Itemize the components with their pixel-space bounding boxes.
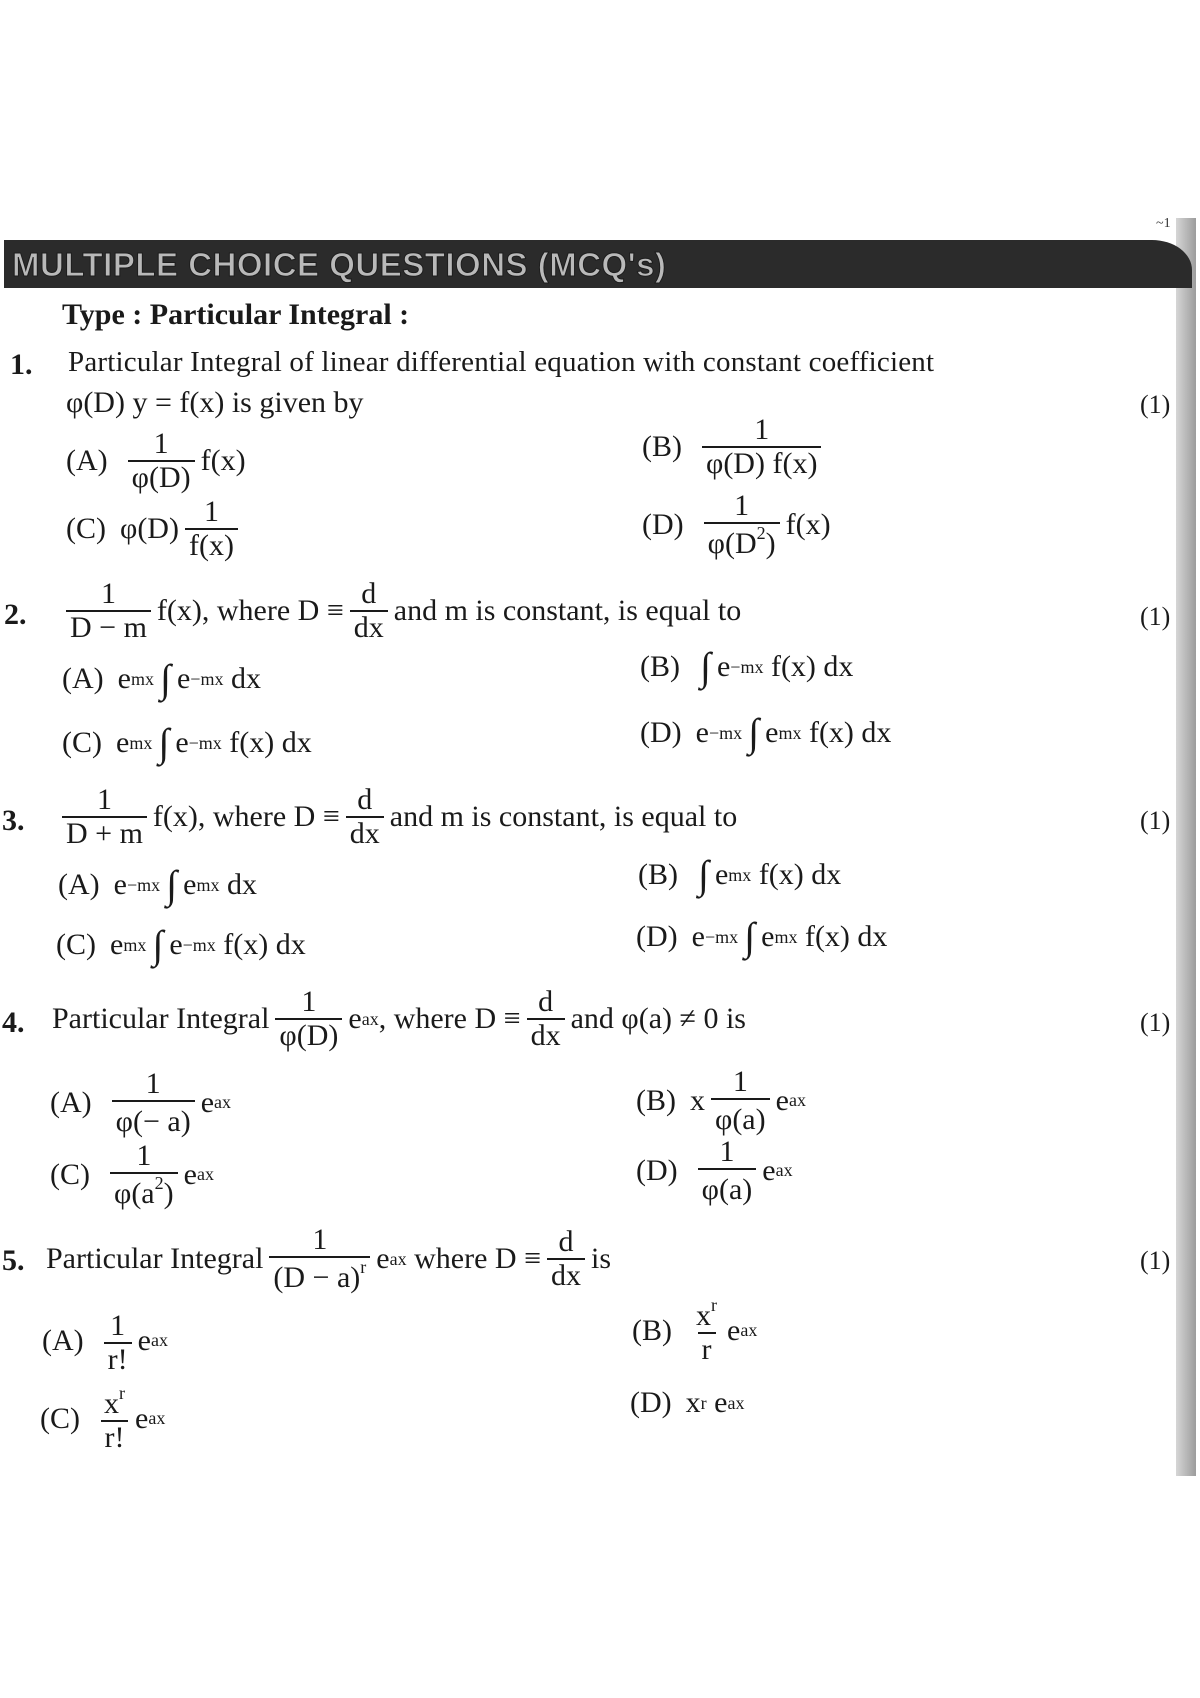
q2-option-d[interactable]: (D) e −mx ∫ e mx f(x) dx [640, 710, 892, 755]
q3-option-d[interactable]: (D) e −mx ∫ e mx f(x) dx [636, 914, 888, 959]
option-label: (C) [56, 928, 96, 961]
option-label: (D) [636, 920, 678, 953]
q3-option-a[interactable]: (A) e −mx ∫ e mx dx [58, 862, 257, 907]
option-text: f(x) [785, 507, 831, 541]
fraction: $\frac{1}{\varphi(a)}$ [698, 1136, 757, 1205]
derivative-fraction: $\frac{d}{dx}$ [547, 1226, 585, 1291]
option-label: (D) [636, 1153, 678, 1187]
fraction: $\frac{1}{\varphi(D^2)}$ [704, 490, 780, 559]
question-5-number: 5. [2, 1244, 25, 1277]
q5-option-c[interactable]: (C) $\frac{x^r}{r!}$ e ax [40, 1383, 166, 1454]
option-label: (B) [636, 1083, 676, 1117]
option-label: (D) [640, 716, 682, 749]
question-2-number: 2. [4, 598, 27, 631]
q1-option-a[interactable] [66, 428, 246, 493]
question-5-stem: Particular Integral $\frac{1}{(D - a)^r}$ e ax where D ≡ $\frac{d}{dx}$ is [46, 1223, 612, 1294]
integral-symbol: ∫ [158, 720, 170, 765]
fraction: $\frac{x^r}{r!}$ [100, 1384, 129, 1453]
question-1-marks: (1) [1140, 390, 1171, 419]
option-label: (C) [66, 511, 106, 545]
question-4-number: 4. [2, 1006, 25, 1039]
fraction: $\frac{1}{D - m}$ [66, 578, 151, 643]
fraction: $\frac{1}{D + m}$ [62, 784, 147, 849]
q4-option-b[interactable]: (B) x $\frac{1}{\varphi(a)}$ e ax [636, 1065, 806, 1136]
question-5-marks: (1) [1140, 1246, 1171, 1275]
fraction: $\frac{1}{\varphi(D)}$ [275, 986, 342, 1051]
option-label: (D) [642, 507, 684, 541]
fraction: $\frac{1}{r!}$ [104, 1306, 132, 1375]
fraction: $\frac{1}{\varphi(D)}$ [128, 428, 195, 493]
type-heading: Type : Particular Integral : [62, 298, 410, 331]
fraction: $\frac{1}{\varphi(a)}$ [711, 1066, 770, 1135]
option-label: (B) [632, 1313, 672, 1347]
option-label: (B) [638, 858, 678, 891]
question-1-line1: Particular Integral of linear differential equation with constant coefficient [68, 348, 935, 377]
q5-option-a[interactable]: (A) $\frac{1}{r!}$ e ax [42, 1306, 168, 1375]
derivative-fraction: $\frac{d}{dx}$ [346, 784, 384, 849]
option-label: (D) [630, 1386, 672, 1419]
q4-option-a[interactable]: (A) $\frac{1}{\varphi(- a)}$ e ax [50, 1067, 232, 1138]
q4-option-c[interactable]: (C) $\frac{1}{\varphi(a^2)}$ e ax [50, 1139, 214, 1210]
option-label: (B) [640, 650, 680, 683]
q5-option-b[interactable]: (B) $\frac{x^r}{r}$ e ax [632, 1295, 758, 1366]
option-label: (A) [58, 868, 100, 901]
question-2-marks: (1) [1140, 602, 1171, 631]
integral-symbol: ∫ [166, 862, 178, 907]
corner-mark: ~1 [1156, 216, 1171, 231]
q1-option-c[interactable] [66, 496, 244, 561]
q1-option-d[interactable] [642, 490, 831, 559]
question-2-stem: $\frac{1}{D - m}$ f(x), where D ≡ $\frac{d}{dx}$ and m is constant, is equal to [60, 578, 741, 643]
option-label: (A) [42, 1323, 84, 1357]
integral-symbol: ∫ [160, 656, 171, 701]
option-label: (A) [62, 662, 104, 695]
question-4-stem: Particular Integral $\frac{1}{\varphi(D)}$ e ax , where D ≡ $\frac{d}{dx}$ and φ(a) ≠ 0 is [52, 985, 746, 1052]
option-label: (A) [50, 1085, 92, 1119]
integral-symbol: ∫ [698, 852, 709, 897]
question-1-number: 1. [10, 348, 33, 381]
q3-option-c[interactable]: (C) e mx ∫ e −mx f(x) dx [56, 922, 306, 967]
fraction: $\frac{x^r}{r}$ [696, 1295, 717, 1366]
q5-option-d[interactable]: (D) x r e ax [630, 1386, 745, 1419]
option-label: (B) [642, 429, 682, 463]
question-4-marks: (1) [1140, 1008, 1171, 1037]
fraction: $\frac{1}{\varphi(D) f(x)}$ [702, 414, 821, 479]
banner-title: MULTIPLE CHOICE QUESTIONS (MCQ's) [12, 246, 667, 283]
option-text: φ(D) [120, 511, 179, 545]
q1-option-b[interactable] [642, 414, 827, 479]
q2-option-b[interactable]: (B) ∫ e −mx f(x) dx [640, 644, 854, 689]
question-3-stem: $\frac{1}{D + m}$ f(x), where D ≡ $\frac{d}{dx}$ and m is constant, is equal to [56, 784, 737, 849]
option-label: (C) [62, 726, 102, 759]
q2-option-c[interactable]: (C) e mx ∫ e −mx f(x) dx [62, 720, 312, 765]
fraction: $\frac{1}{(D - a)^r}$ [269, 1224, 370, 1293]
fraction: $\frac{1}{\varphi(a^2)}$ [110, 1140, 178, 1209]
fraction: $\frac{1}{f(x)}$ [185, 496, 238, 561]
derivative-fraction: $\frac{d}{dx}$ [527, 986, 565, 1051]
fraction: $\frac{1}{\varphi(- a)}$ [112, 1068, 195, 1137]
page-edge-shadow [1176, 218, 1196, 1476]
option-label: (C) [50, 1157, 90, 1191]
integral-symbol: ∫ [700, 644, 711, 689]
section-banner [4, 240, 1192, 288]
question-3-marks: (1) [1140, 806, 1171, 835]
question-1-line2: φ(D) y = f(x) is given by [66, 386, 364, 419]
q2-option-a[interactable]: (A) e mx ∫ e −mx dx [62, 656, 261, 701]
q3-option-b[interactable]: (B) ∫ e mx f(x) dx [638, 852, 842, 897]
question-3-number: 3. [2, 804, 25, 837]
option-label: (A) [66, 443, 108, 477]
integral-symbol: ∫ [744, 914, 756, 959]
integral-symbol: ∫ [748, 710, 760, 755]
integral-symbol: ∫ [152, 922, 164, 967]
q4-option-d[interactable]: (D) $\frac{1}{\varphi(a)}$ e ax [636, 1135, 793, 1206]
option-text: f(x) [200, 443, 246, 477]
derivative-fraction: $\frac{d}{dx}$ [350, 578, 388, 643]
option-label: (C) [40, 1401, 80, 1435]
